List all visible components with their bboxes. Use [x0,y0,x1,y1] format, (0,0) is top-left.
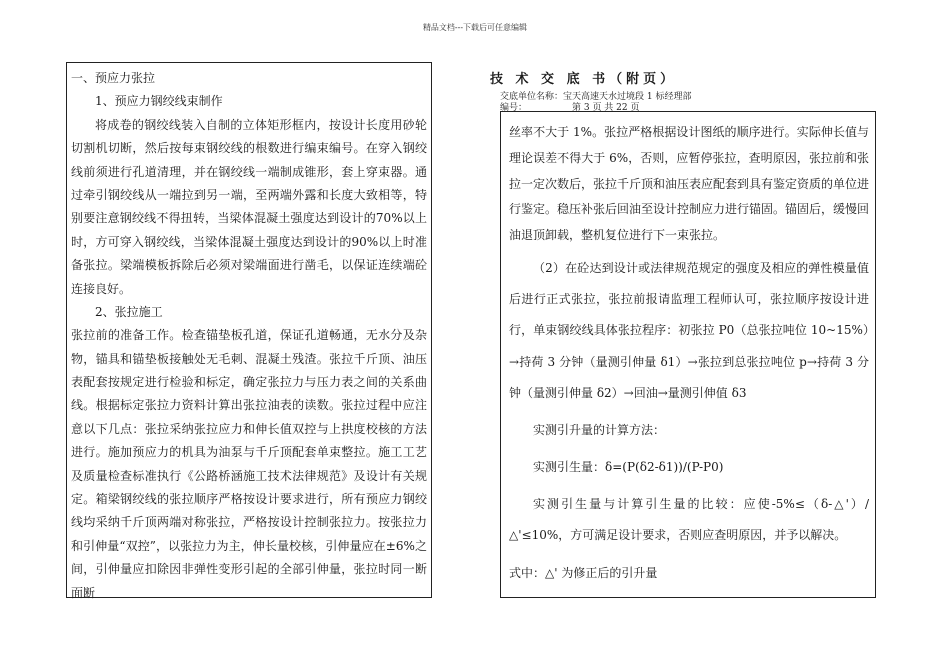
formula: 实测引生量：δ=(P(δ2-δ1))/(P-P0) [533,460,724,475]
header-note: 精品文档---下载后可任意编辑 [422,23,528,32]
paragraph-tensioning-procedure: （2）在砼达到设计或法律规范规定的强度及相应的弹性模量值后进行正式张拉，张拉前报请监理工程师认可，张拉顺序按设计进行，单束钢绞线具体张拉程序：初张拉 P0（总张拉吨位 10~15%）→持荷 3 分钟（量测引伸量 δ1）→张拉到总张拉吨位 p→持荷 3 分钟（量测引伸量 δ2）→回油→量测引伸值 δ3 [509,260,869,400]
left-text-panel [66,62,432,598]
comparison-paragraph: 实测引生量与计算引生量的比较：应使-5%≤（δ-△'）/△'≤10%，方可满足设计要求，否则应查明原因，并予以解决。 [509,497,869,543]
section-title: 一、预应力张拉 [71,71,156,85]
paragraph-tensioning: 张拉前的准备工作。检查锚垫板孔道，保证孔道畅通，无水分及杂物，锚具和锚垫板接触处无毛刺、混凝土残渣。张拉千斤顶、油压表配套按规定进行检验和标定，确定张拉力与压力表之间的关系曲线。根据标定张拉力资料计算出张拉油表的读数。张拉过程中应注意以下几点：张拉采纳张拉应力和伸长值双控与上拱度校核的方法进行。施加预应力的机具为油泵与千斤顶配套单束整拉。施工工艺及质量检查标准执行《公路桥涵施工技术法律规范》及设计有关规定。箱梁钢绞线的张拉顺序严格按设计要求进行，所有预应力钢绞线均采纳千斤顶两端对称张拉，严格按设计控制张拉力。按张拉力和引伸量“双控”，以张拉力为主，伸长量校核，引伸量应在±6%之间，引伸量应扣除因非弹性变形引起的全部引伸量，张拉时同一断面断 [71,328,427,600]
right-text-panel [500,111,876,598]
subsection-1-title: 1、预应力钢绞线束制作 [95,94,223,109]
paragraph-strand-preparation: 将成卷的钢绞线装入自制的立体矩形框内，按设计长度用砂轮切割机切断，然后按每束钢绞线的根数进行编束编号。在穿入钢绞线前须进行孔道清理，并在钢绞线一端制成锥形，套上穿束器。通过牵引钢绞线从一端拉到另一端，至两端外露和长度大致相等，特别要注意钢绞线不得扭转，当梁体混凝土强度达到设计的70%以上时，方可穿入钢绞线，当梁体混凝土强度达到设计的90%以上时准备张拉。梁端模板拆除后必须对梁端面进行凿毛，以保证连续端砼连接良好。 [71,117,427,296]
code-label: 编号： [500,103,528,113]
page-title: 技 术 交 底 书（附页） [490,72,678,87]
formula-note: 式中：△' 为修正后的引升量 [509,565,658,580]
subsection-2-title: 2、张拉施工 [95,304,163,319]
unit-label: 交底单位名称：宝天高速天水过境段 1 标经理部 [500,92,692,102]
page-info: 第 3 页 共 22 页 [572,103,640,113]
paragraph-continuation: 丝率不大于 1%。张拉严格根据设计图纸的顺序进行。实际伸长值与理论误差不得大于 6%，否则，应暂停张拉，查明原因，张拉前和张拉一定次数后，张拉千斤顶和油压表应配套到具有鉴定资质的单位进行鉴定。稳压补张后回油至设计控制应力进行锚固。锚固后，缓慢回油退顶卸载，整机复位进行下一束张拉。 [509,125,870,243]
calc-method-title: 实测引升量的计算方法： [533,422,666,437]
